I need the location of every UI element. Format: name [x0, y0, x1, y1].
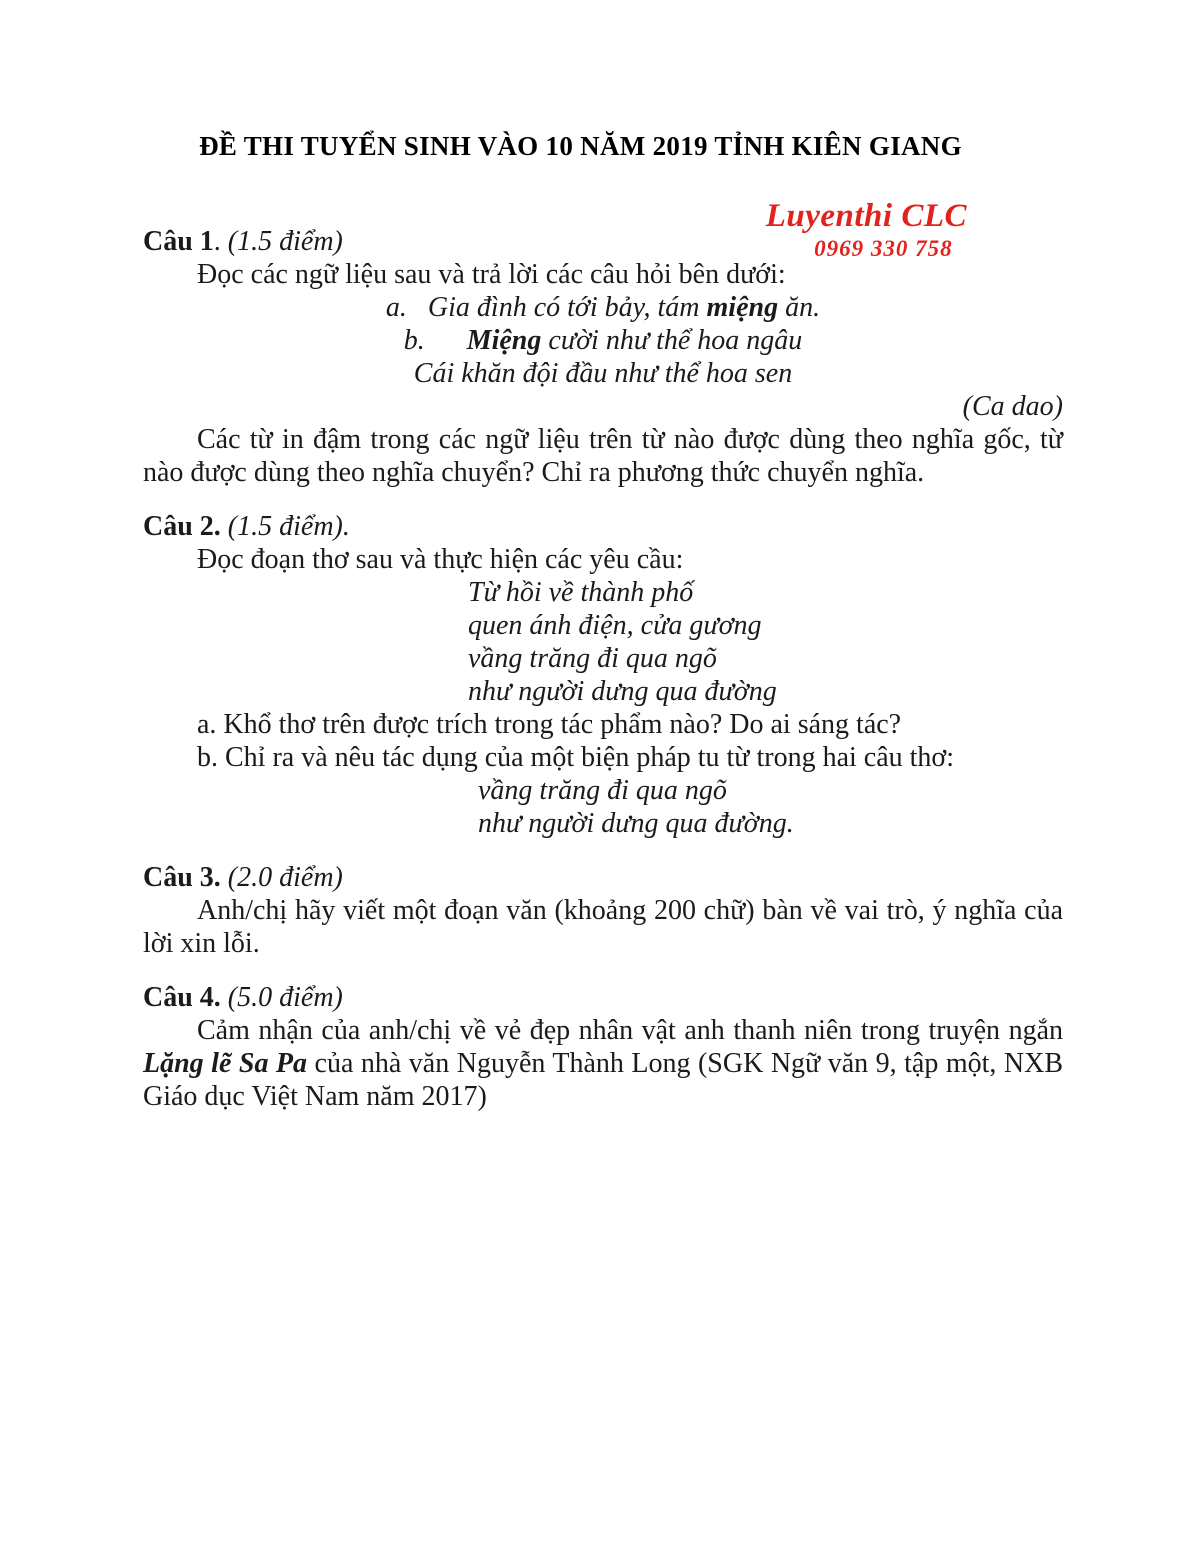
q2-label: Câu 2.: [143, 511, 228, 542]
poem-line-1: Từ hồi về thành phố: [468, 577, 694, 608]
q3-points: (2.0 điểm): [227, 862, 343, 893]
q2-poem: [468, 576, 1063, 708]
q4-label: Câu 4.: [143, 982, 228, 1013]
q1-points: (1.5 điểm): [227, 226, 343, 257]
poem-line-2: quen ánh điện, cửa gương: [468, 610, 762, 641]
q3-heading: [143, 861, 1063, 894]
watermark-logo: [766, 200, 967, 260]
q3-body: Anh/chị hãy viết một đoạn văn (khoảng 200 chữ) bàn về vai trò, ý nghĩa của lời xin lỗi.: [143, 895, 1063, 959]
q2-item-a: a. Khổ thơ trên được trích trong tác phẩm nào? Do ai sáng tác?: [197, 709, 902, 740]
q2-item-b: b. Chỉ ra và nêu tác dụng của một biện pháp tu từ trong hai câu thơ:: [197, 742, 955, 773]
q4-points: (5.0 điểm): [227, 982, 343, 1013]
document-title: ĐỀ THI TUYỂN SINH VÀO 10 NĂM 2019 TỈNH KIÊN GIANG: [199, 131, 962, 161]
q1-intro: Đọc các ngữ liệu sau và trả lời các câu hỏi bên dưới:: [197, 259, 786, 290]
q1-item-b: b. Miệng cười như thể hoa ngâu: [403, 325, 803, 356]
poem-line-3: vầng trăng đi qua ngõ: [468, 643, 717, 674]
q2-heading: [143, 510, 1063, 543]
quote-line-2: như người dưng qua đường.: [478, 808, 794, 839]
q2-quote: [478, 774, 1063, 840]
q1-label: Câu 1: [143, 226, 214, 257]
q1-label-separator: .: [213, 226, 228, 257]
q4-heading: [143, 981, 1063, 1014]
q4-body: Cảm nhận của anh/chị về vẻ đẹp nhân vật anh thanh niên trong truyện ngắn Lặng lẽ Sa Pa của nhà văn Nguyễn Thành Long (SGK Ngữ văn 9, tập một, NXB Giáo dục Việt Nam năm 2017): [143, 1015, 1063, 1112]
logo-phone-number: 0969 330 758: [814, 236, 953, 261]
q1-quote-source: (Ca dao): [962, 391, 1063, 422]
poem-line-4: như người dưng qua đường: [468, 676, 777, 707]
q1-item-b-line2: Cái khăn đội đầu như thể hoa sen: [413, 358, 793, 389]
q1-item-a: a. Gia đình có tới bảy, tám miệng ăn.: [385, 292, 821, 323]
q3-label: Câu 3.: [143, 862, 228, 893]
quote-line-1: vầng trăng đi qua ngõ: [478, 775, 727, 806]
q2-points: (1.5 điểm).: [227, 511, 350, 542]
q2-intro: Đọc đoạn thơ sau và thực hiện các yêu cầu:: [197, 544, 684, 575]
q1-question: Các từ in đậm trong các ngữ liệu trên từ nào được dùng theo nghĩa gốc, từ nào được dùng theo nghĩa chuyển? Chỉ ra phương thức chuyển nghĩa.: [143, 424, 1063, 488]
logo-text: Luyenthi CLC: [765, 198, 967, 234]
